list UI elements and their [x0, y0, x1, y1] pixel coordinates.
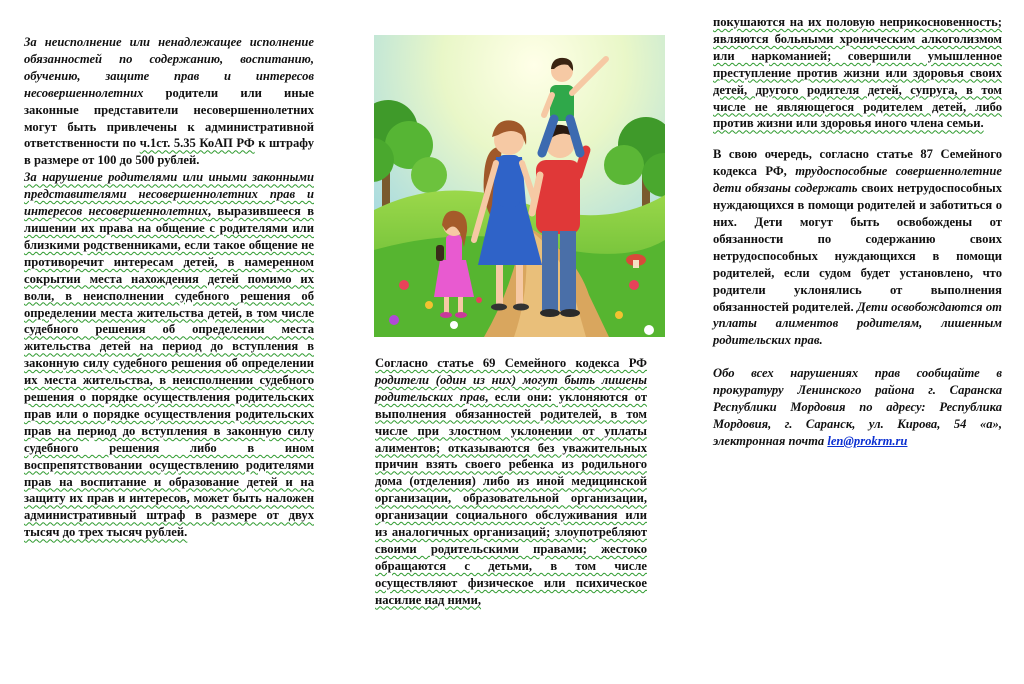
middle-intro: Согласно статье 69 Семейного кодекса РФ: [375, 356, 647, 370]
left-p1-article: ч.1ст. 5.35 КоАП РФ: [139, 136, 255, 151]
middle-body: , если они: уклоняются от выполнения обязанностей родителей, в том числе при злостном уклонении от уплаты алиментов; отказываются без уважительных причин взять своего ребенка из родильного дома (отделения) либо из иной медицинской организации, образовательной организации, организации социального обслуживания или из аналогичных организаций; злоупотребляют своими родительскими правами; жестоко обращаются с детьми, в том числе осуществляют физическое или психическое насилие над ними,: [375, 389, 647, 607]
left-paragraph-1: [24, 34, 314, 169]
middle-column: [375, 355, 647, 609]
right-paragraph-1: покушаются на их половую неприкосновенность; являются больными хроническим алкоголизмом или наркоманией; совершили умышленное преступление против жизни или здоровья своих детей, другого родителя детей, супруга, в том числе не являющегося родителем детей, либо против жизни или здоровья иного члена семьи.: [713, 15, 1002, 131]
spacer: [713, 349, 1002, 365]
right-p2-end-italic: Дети освобождаются от уплаты алиментов родителям, лишенным родительских прав.: [713, 299, 1002, 348]
right-p3-contact: Обо всех нарушениях прав сообщайте в прокуратуру Ленинского района г. Саранска Республики Мордовия по адресу: Республика Мордовия, г. Саранск, ул. Кирова, 54 «а», электронная почта: [713, 366, 1002, 448]
right-paragraph-2: [713, 146, 1002, 349]
left-column: [24, 34, 314, 541]
family-illustration: [374, 35, 665, 337]
right-p2-italic: трудоспособные совершеннолетние дети обязаны содержать: [713, 164, 1002, 196]
left-p1-penalty: к штрафу в размере от 100 до 500 рублей.: [24, 136, 315, 168]
middle-paragraph: [375, 355, 647, 609]
left-p2-italic: За нарушение родителями или иными законными представителями несовершеннолетних прав и интересов несовершеннолетних: [24, 170, 314, 219]
left-p1-text: родители или иные законные представители несовершеннолетних могут быть привлечены к административной ответственности по: [24, 85, 314, 151]
left-p2-text: , выразившееся в лишении их права на общение с родителями или близкими родственниками, если такое общение не противоречит интересам детей, в намеренном сокрытии места нахождения детей помимо их воли, в неисполнении судебного решения об определении места жительства детей, в том числе судебного решения об определении места жительства детей на период до вступления в законную силу судебного решения об определении их места жительства, в неисполнении судебного решения о порядке осуществления родительских прав или о порядке осуществления родительских прав на период до вступления в законную силу судебного решения либо в ином воспрепятствовании осуществлению родителями прав на воспитание и образование детей и на защиту их прав и интересов, может быть наложен административный штраф в размере от двух тысяч до трех тысяч рублей.: [24, 204, 315, 540]
email-link[interactable]: len@prokrm.ru: [827, 433, 908, 448]
right-paragraph-3: [713, 365, 1002, 450]
left-paragraph-2: [24, 169, 314, 541]
right-p2-mid: своих нетрудоспособных нуждающихся в помощи родителей и заботиться о них. Дети могут быть освобождены от обязанности по содержанию своих нетрудоспособных нуждающихся в помощи родителей, если судом будет установлено, что родители уклонялись от выполнения обязанностей родителей.: [713, 181, 1002, 314]
right-column: [713, 14, 1002, 450]
left-p1-italic: За неисполнение или ненадлежащее исполнение обязанностей по содержанию, воспитанию, обучению, защите прав и интересов несовершеннолетних: [24, 35, 314, 100]
right-p2-start: В свою очередь, согласно статье 87 Семейного кодекса РФ,: [713, 147, 1002, 179]
spacer: [713, 132, 1002, 146]
middle-intro-italic: родители (один из них) могут быть лишены родительских прав: [375, 372, 647, 404]
